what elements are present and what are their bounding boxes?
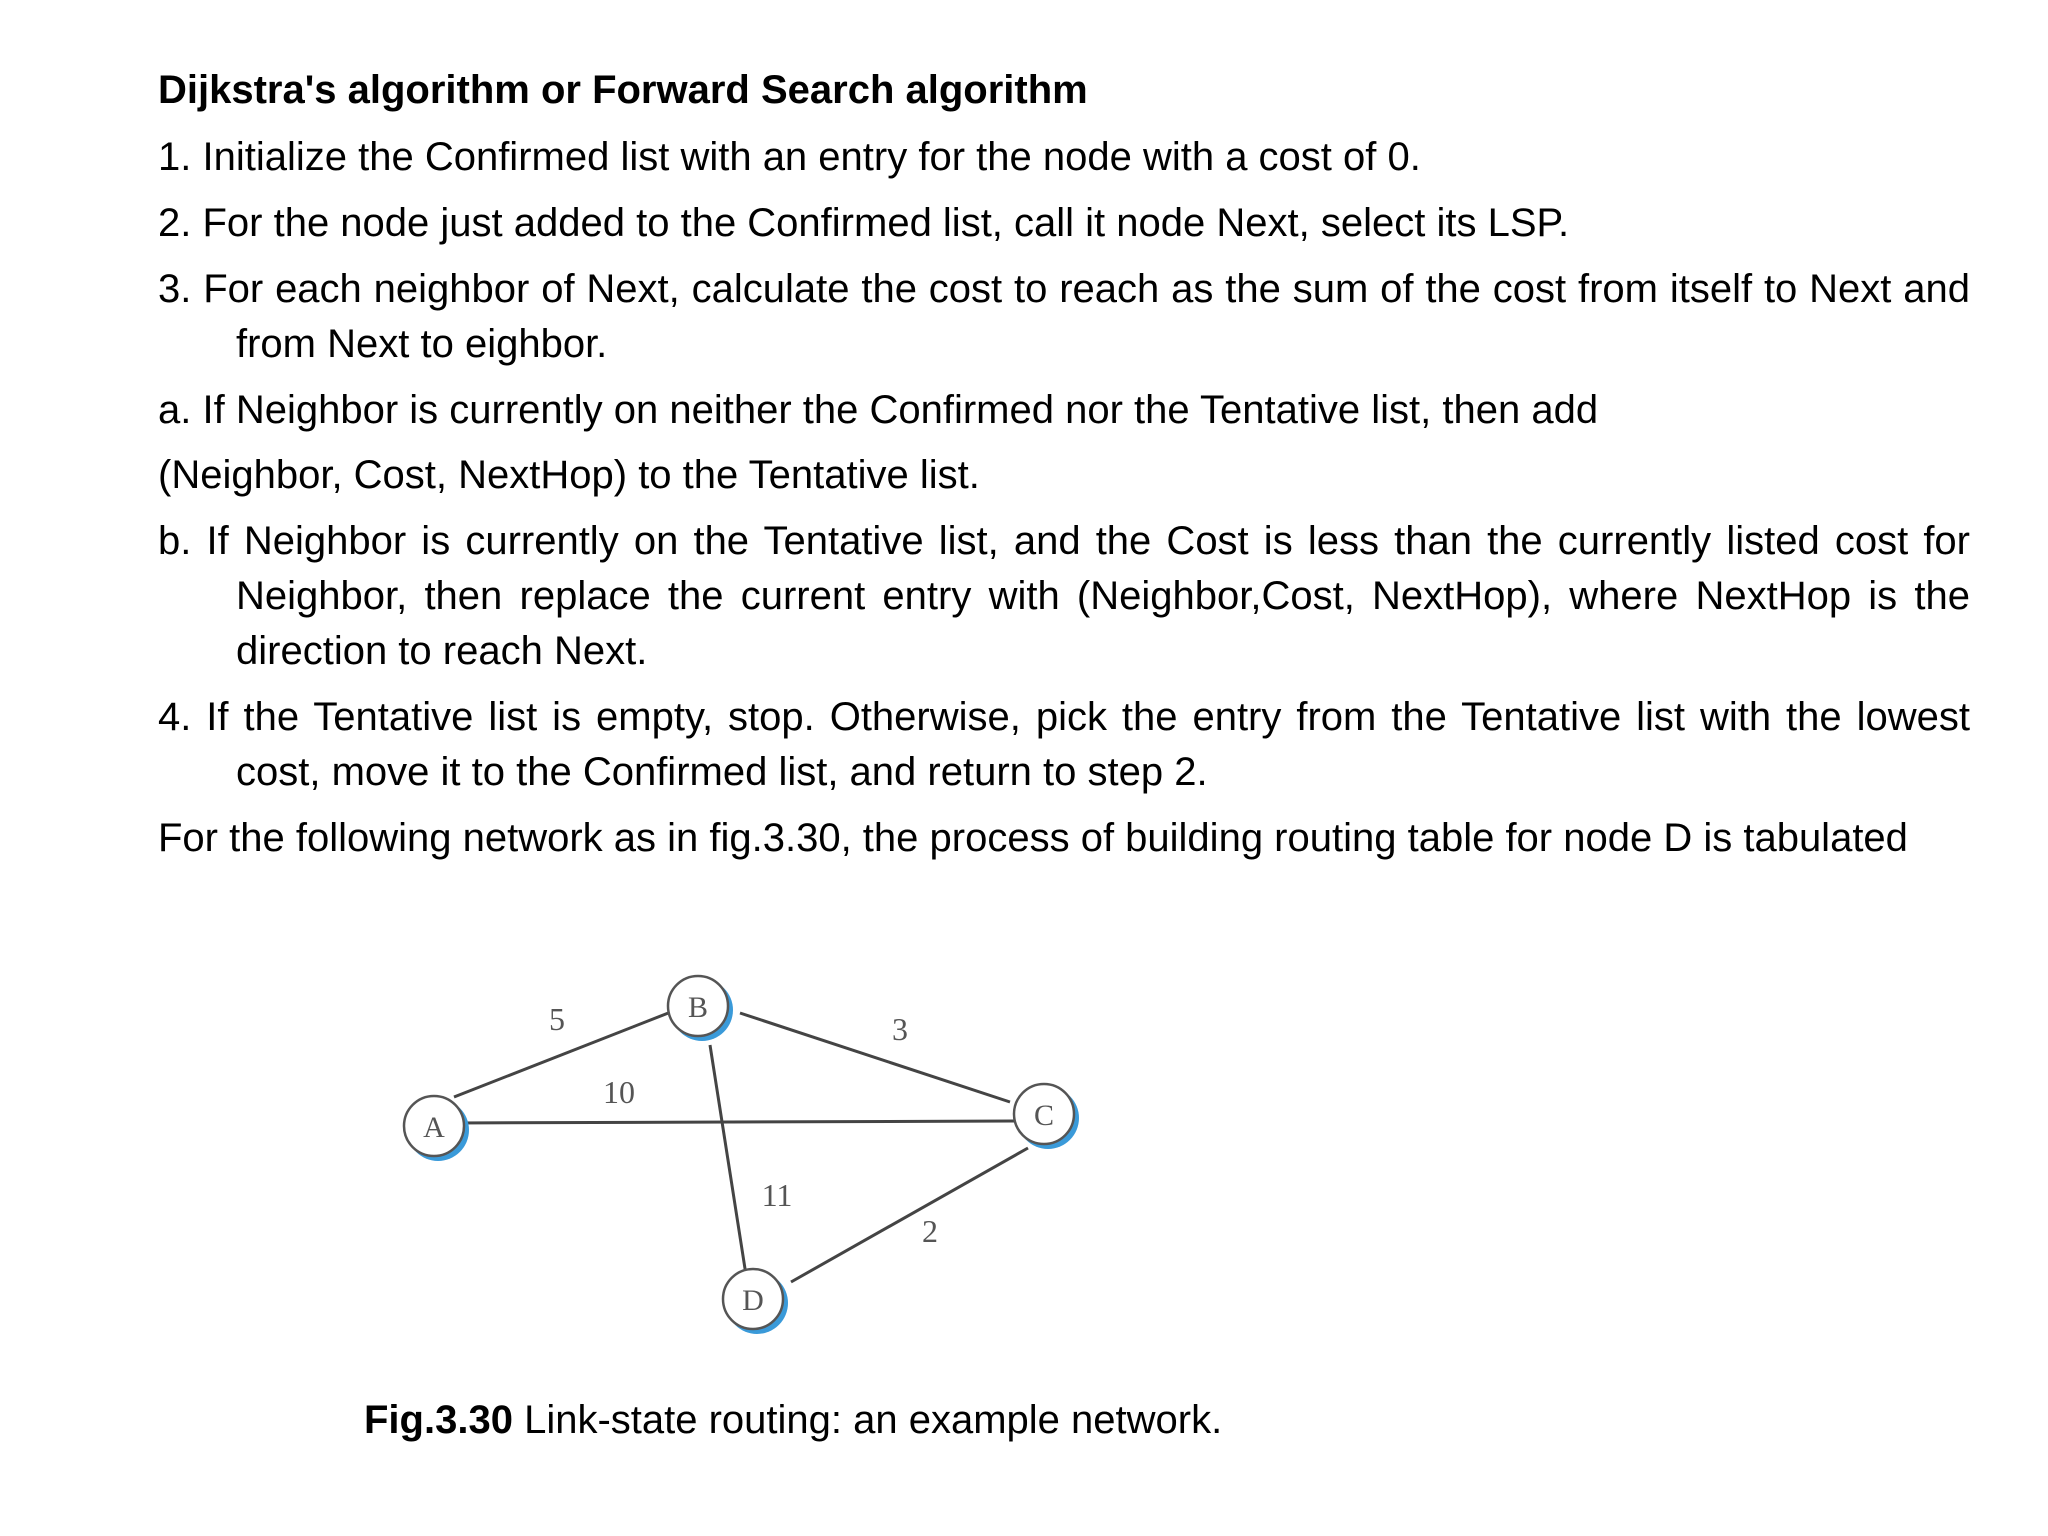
edge-c-d [791, 1148, 1028, 1282]
node-a-label: A [423, 1111, 445, 1144]
figure-caption-number: Fig.3.30 [364, 1398, 513, 1442]
node-b-label: B [687, 991, 709, 1024]
weight-c-d: 2 [922, 1213, 938, 1249]
step-4-text: 4. If the Tentative list is empty, stop. Otherwise, pick the entry from the Tentative list with the lowest cost, move it to the Confirmed list, and return to step 2. [158, 695, 1970, 794]
network-figure [370, 960, 1120, 1360]
weight-b-c: 3 [892, 1011, 908, 1047]
edge-b-d [710, 1045, 746, 1275]
edge-a-c [454, 1121, 1014, 1123]
node-b [668, 976, 733, 1041]
step-b-text: b. If Neighbor is currently on the Tentative list, and the Cost is less than the currently listed cost for Neighbor, then replace the current entry with (Neighbor,Cost, NextHop), where NextHop is the direction to reach Next. [158, 519, 1970, 673]
step-a-line-1: a. If Neighbor is currently on neither the Confirmed nor the Tentative list, then add [158, 388, 1599, 432]
document-body [158, 64, 1970, 877]
step-a-line-2: (Neighbor, Cost, NextHop) to the Tentative list. [158, 453, 980, 497]
step-1-text: 1. Initialize the Confirmed list with an entry for the node with a cost of 0. [158, 135, 1421, 179]
figure-caption-text: Link-state routing: an example network. [512, 1398, 1223, 1442]
figure-caption [364, 1394, 1222, 1446]
intro-text: For the following network as in fig.3.30, the process of building routing table for node D is tabulated [158, 816, 1908, 860]
node-a [404, 1096, 469, 1161]
node-d [723, 1269, 788, 1334]
document-heading: Dijkstra's algorithm or Forward Search algorithm [158, 68, 1088, 112]
weight-a-b: 5 [549, 1001, 565, 1037]
step-2-text: 2. For the node just added to the Confirmed list, call it node Next, select its LSP. [158, 201, 1570, 245]
node-c-label: C [1033, 1099, 1055, 1132]
edge-a-b [454, 1010, 676, 1097]
network-graph [370, 960, 1120, 1360]
node-c [1014, 1084, 1079, 1149]
step-3-text: 3. For each neighbor of Next, calculate the cost to reach as the sum of the cost from itself to Next and from Next to eighbor. [158, 267, 1970, 366]
node-d-label: D [742, 1284, 764, 1317]
weight-a-c: 10 [603, 1074, 635, 1110]
edge-b-c [740, 1013, 1010, 1102]
weight-b-d: 11 [761, 1177, 793, 1213]
